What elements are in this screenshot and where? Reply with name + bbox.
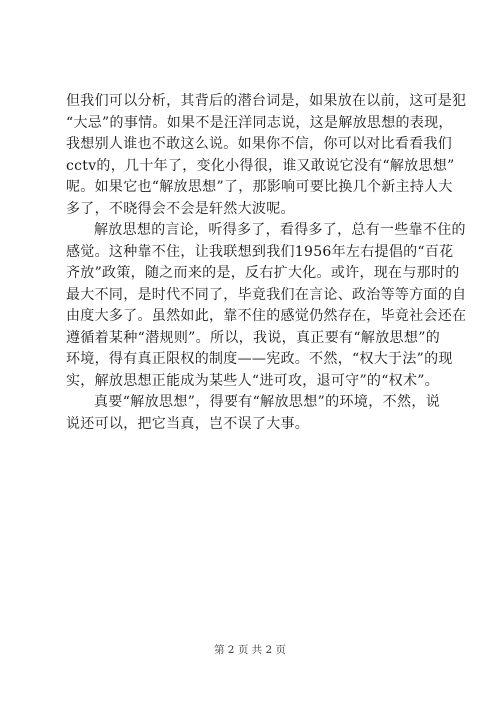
text-line: 但我们可以分析，其背后的潜台词是，如果放在以前，这可是犯 [66,93,467,109]
text-line: 遵循着某种“潜规则”。所以，我说，真正要有“解放思想”的 [66,329,440,346]
text-line: 解放思想的言论，听得多了，看得多了，总有一些靠不住的 [94,222,466,238]
page-number-footer: 第 2 页 共 2 页 [213,644,287,656]
text-line: 齐放”政策，随之而来的是，反右扩大化。或许，现在与那时的 [66,265,460,281]
text-line: 多了，不晓得会不会是轩然大波呢。 [66,200,295,217]
text-line: 最大不同，是时代不同了，毕竟我们在言论、政治等等方面的自 [66,286,467,303]
text-line: 呢。如果它也“解放思想”了，那影响可要比换几个新主持人大 [66,179,453,195]
text-line: 环境，得有真正限权的制度——宪政。不然，“权大于法”的现 [66,351,453,367]
text-line: 真要“解放思想”，得要有“解放思想”的环境，不然，说 [94,394,440,410]
text-line: 实，解放思想正能成为某些人“进可攻，退可守”的“权术”。 [66,372,440,389]
text-line: “大忌”的事情。如果不是汪洋同志说，这是解放思想的表现， [66,114,453,131]
text-line: cctv的，几十年了，变化小得很，谁又敢说它没有“解放思想” [66,157,455,174]
text-line: 感觉。这种靠不住，让我联想到我们1956年左右提倡的“百花 [66,243,454,260]
body-text [66,91,467,435]
text-line: 我想别人谁也不敢这么说。如果你不信，你可以对比看看我们 [66,136,453,152]
text-line: 说还可以，把它当真，岂不误了大事。 [66,415,310,432]
text-line: 由度大多了。虽然如此，靠不住的感觉仍然存在，毕竟社会还在 [66,308,467,324]
